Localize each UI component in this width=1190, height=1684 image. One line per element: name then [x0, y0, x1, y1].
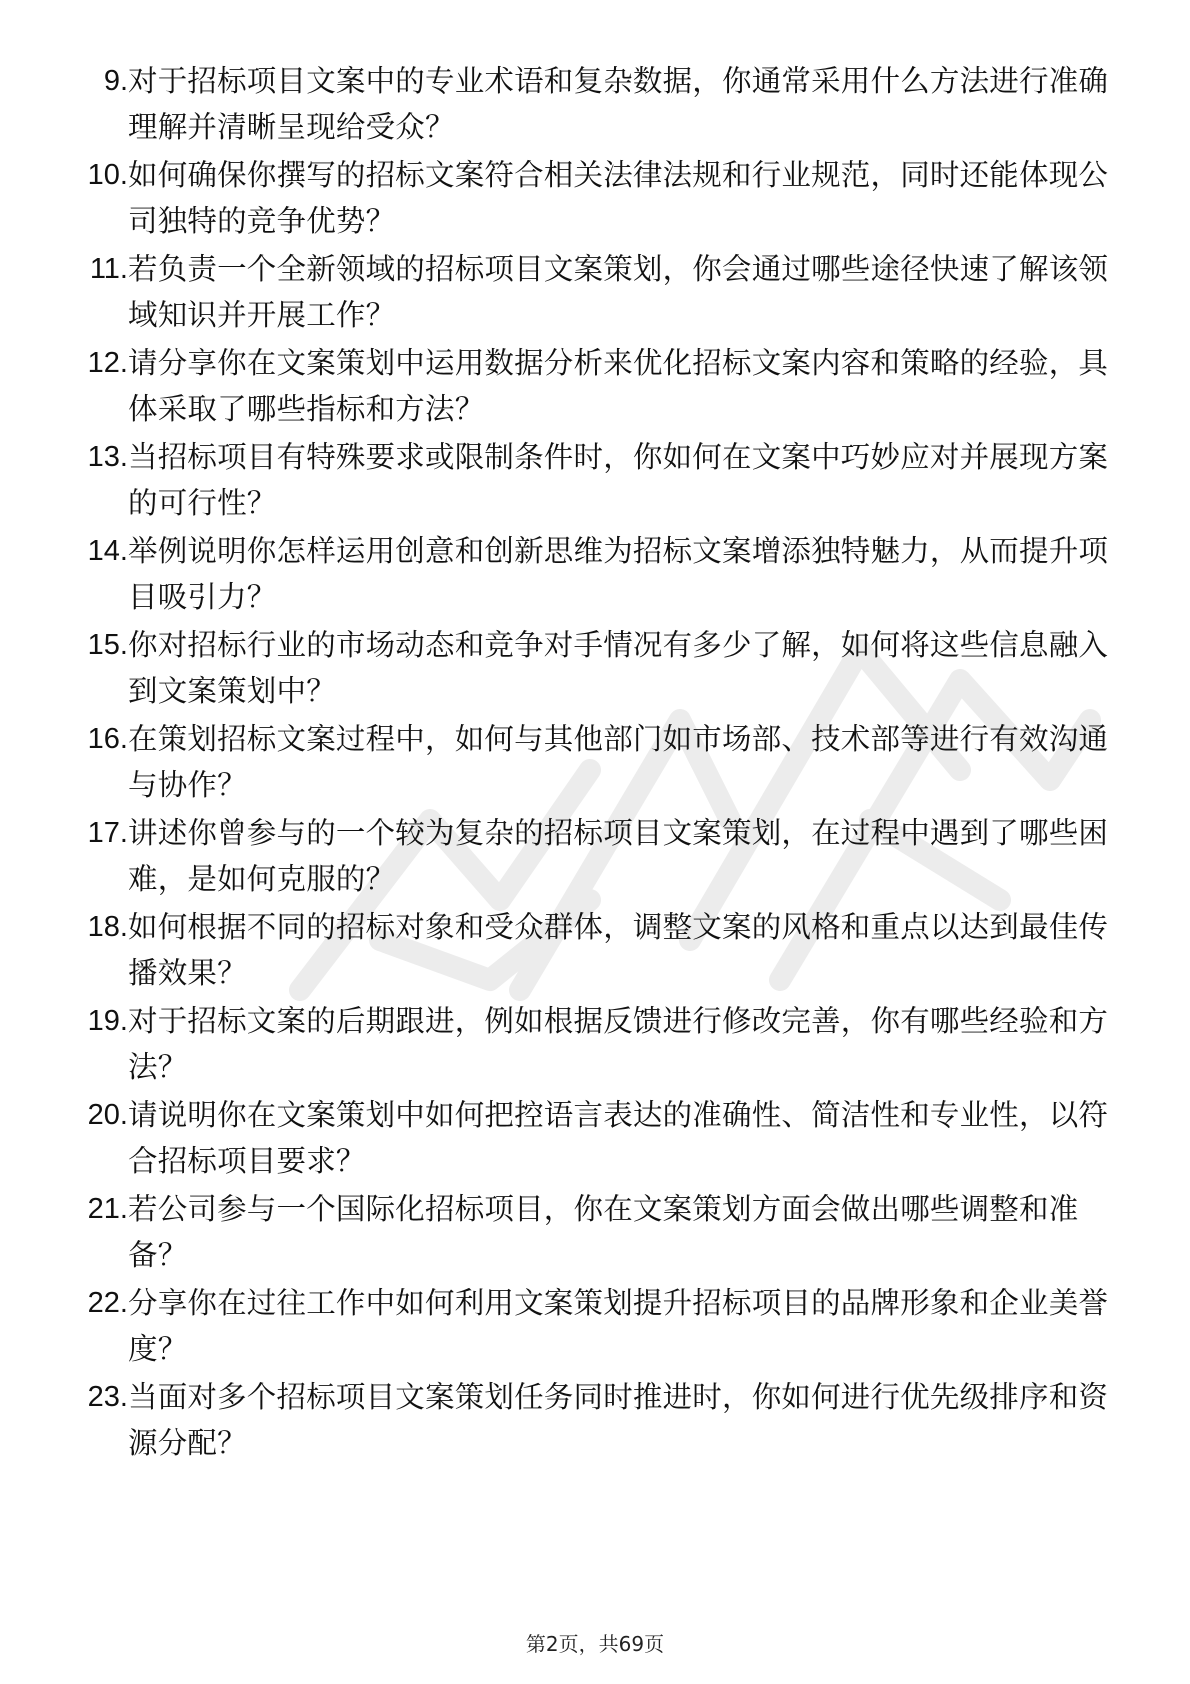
question-text: 若公司参与一个国际化招标项目，你在文案策划方面会做出哪些调整和准备？	[128, 1192, 1079, 1272]
question-number: 14.	[87, 535, 128, 567]
question-item	[0, 614, 1190, 708]
question-number: 15.	[87, 629, 128, 661]
question-number: 19.	[87, 1005, 128, 1037]
question-text: 当招标项目有特殊要求或限制条件时，你如何在文案中巧妙应对并展现方案的可行性？	[128, 440, 1109, 520]
question-item	[0, 1084, 1190, 1178]
question-item	[0, 520, 1190, 614]
question-text: 分享你在过往工作中如何利用文案策划提升招标项目的品牌形象和企业美誉度？	[128, 1286, 1109, 1366]
page-footer: 第2页，共69页	[525, 1632, 665, 1656]
question-number: 12.	[87, 347, 128, 379]
question-text: 举例说明你怎样运用创意和创新思维为招标文案增添独特魅力，从而提升项目吸引力？	[128, 534, 1109, 614]
question-text: 请说明你在文案策划中如何把控语言表达的准确性、简洁性和专业性，以符合招标项目要求？	[128, 1098, 1109, 1178]
question-item	[0, 426, 1190, 520]
question-text: 如何确保你撰写的招标文案符合相关法律法规和行业规范，同时还能体现公司独特的竞争优势？	[128, 158, 1109, 238]
question-number: 10.	[87, 159, 128, 191]
question-text: 讲述你曾参与的一个较为复杂的招标项目文案策划，在过程中遇到了哪些困难，是如何克服的？	[128, 816, 1109, 896]
question-text: 对于招标文案的后期跟进，例如根据反馈进行修改完善，你有哪些经验和方法？	[128, 1004, 1109, 1084]
question-item	[0, 1366, 1190, 1460]
question-number: 22.	[87, 1287, 128, 1319]
question-number: 16.	[87, 723, 128, 755]
question-item	[0, 990, 1190, 1084]
question-text: 请分享你在文案策划中运用数据分析来优化招标文案内容和策略的经验，具体采取了哪些指标和方法？	[128, 346, 1109, 426]
question-number: 20.	[87, 1099, 128, 1131]
question-item	[0, 802, 1190, 896]
question-number: 9.	[103, 65, 128, 97]
question-list	[0, 50, 1190, 1460]
question-item	[0, 50, 1190, 144]
question-item	[0, 144, 1190, 238]
question-item	[0, 1178, 1190, 1272]
question-number: 18.	[87, 911, 128, 943]
question-item	[0, 1272, 1190, 1366]
question-number: 23.	[87, 1381, 128, 1413]
question-item	[0, 332, 1190, 426]
question-text: 你对招标行业的市场动态和竞争对手情况有多少了解，如何将这些信息融入到文案策划中？	[128, 628, 1109, 708]
question-number: 21.	[87, 1193, 128, 1225]
question-text: 在策划招标文案过程中，如何与其他部门如市场部、技术部等进行有效沟通与协作？	[128, 722, 1109, 802]
question-number: 17.	[87, 817, 128, 849]
question-number: 13.	[87, 441, 128, 473]
question-text: 对于招标项目文案中的专业术语和复杂数据，你通常采用什么方法进行准确理解并清晰呈现给受众？	[128, 64, 1109, 144]
question-text: 如何根据不同的招标对象和受众群体，调整文案的风格和重点以达到最佳传播效果？	[128, 910, 1109, 990]
question-item	[0, 708, 1190, 802]
question-number: 11.	[89, 253, 128, 285]
question-text: 若负责一个全新领域的招标项目文案策划，你会通过哪些途径快速了解该领域知识并开展工作？	[128, 252, 1109, 332]
question-text: 当面对多个招标项目文案策划任务同时推进时，你如何进行优先级排序和资源分配？	[128, 1380, 1109, 1460]
question-item	[0, 896, 1190, 990]
question-item	[0, 238, 1190, 332]
